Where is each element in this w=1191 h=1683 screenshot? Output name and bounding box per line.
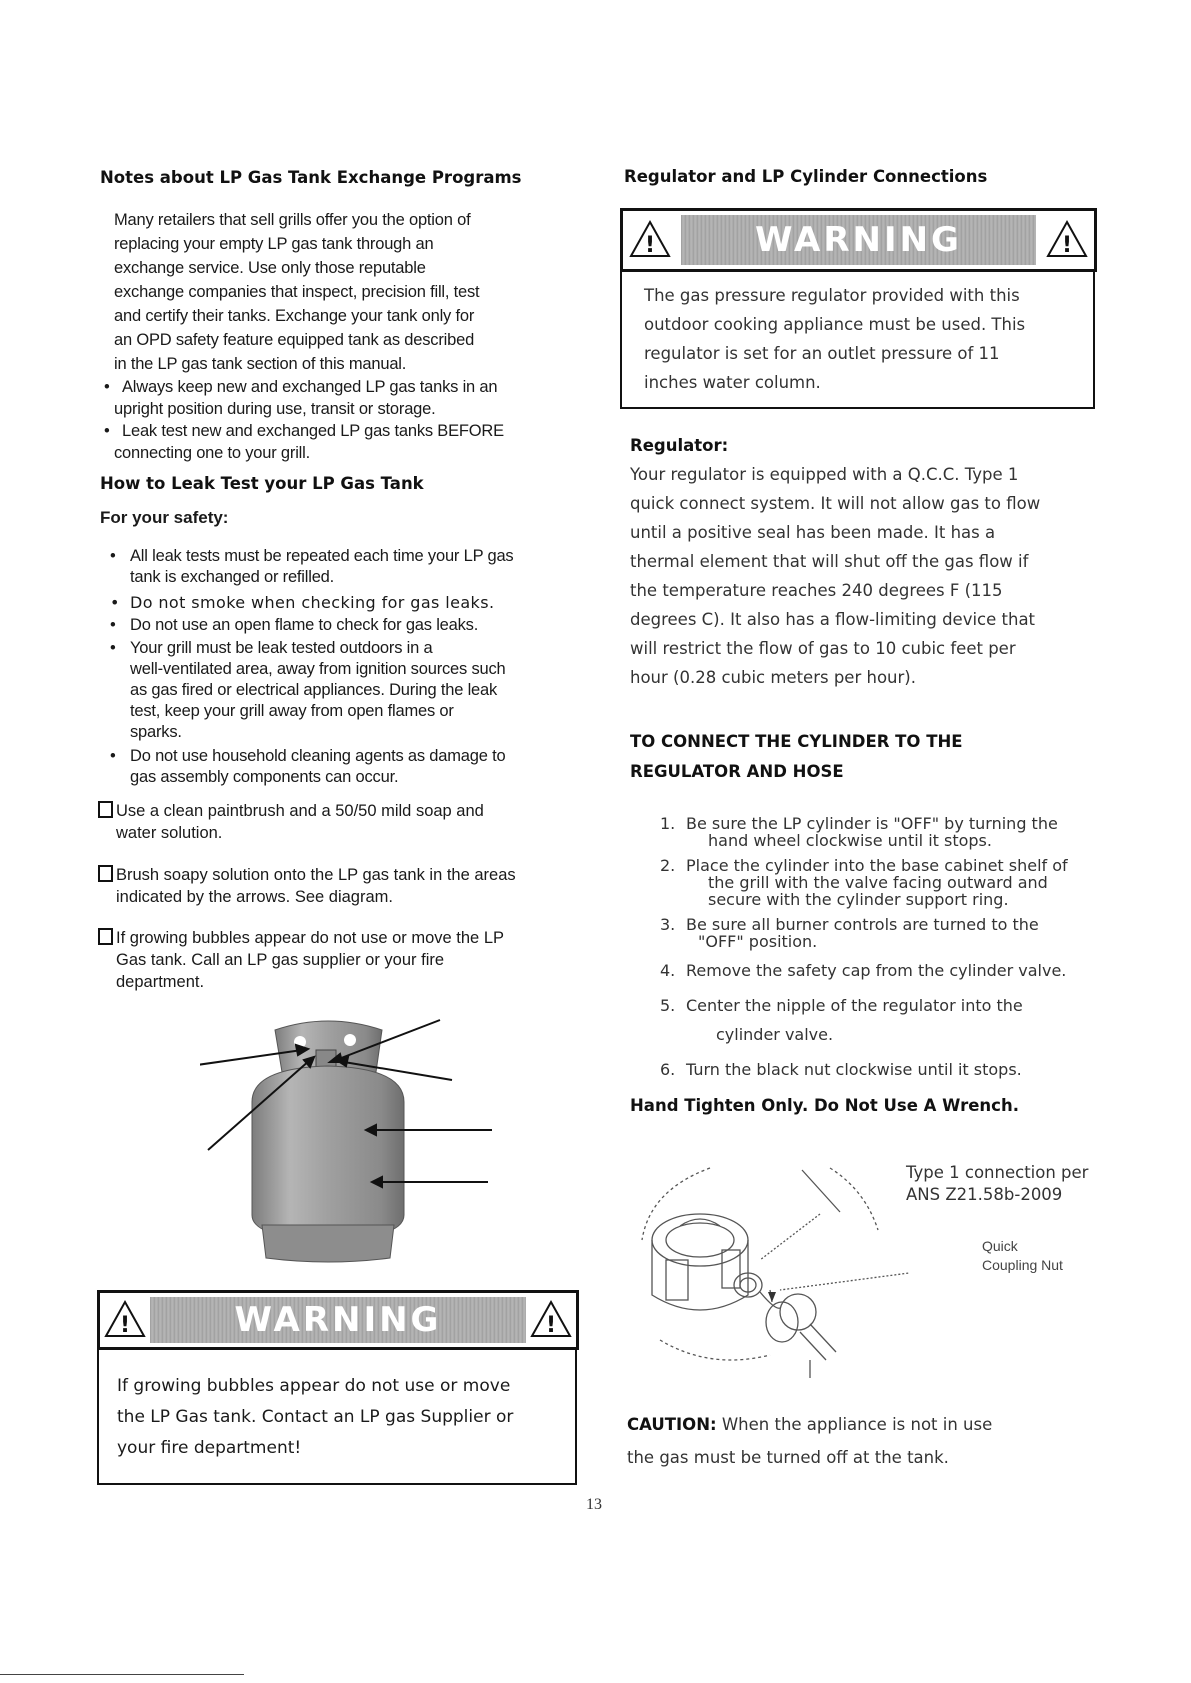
page-number: 13	[586, 1496, 602, 1513]
svg-text:!: !	[644, 233, 656, 258]
heading-connect-cylinder: TO CONNECT THE CYLINDER TO THE REGULATOR AND HOSE	[630, 732, 963, 781]
diagram-label-coupling-nut: Quick Coupling Nut	[982, 1238, 1063, 1273]
checklist-item: Use a clean paintbrush and a 50/50 mild soap and water solution.	[98, 800, 588, 844]
checkbox-icon	[98, 865, 113, 882]
list-item: • Do not smoke when checking for gas leaks.	[110, 593, 495, 612]
step-item: 6. Turn the black nut clockwise until it stops.	[660, 1060, 1022, 1079]
safety-bullets	[100, 546, 590, 788]
text-line: Many retailers that sell grills offer you the option of	[114, 211, 471, 229]
text-line: exchange service. Use only those reputable	[114, 259, 426, 277]
text-line: replacing your empty LP gas tank through an	[114, 235, 434, 253]
text-line: an OPD safety feature equipped tank as described	[114, 331, 475, 349]
list-item: • Leak test new and exchanged LP gas tanks BEFORE connecting one to your grill.	[104, 422, 504, 462]
list-item: • All leak tests must be repeated each time your LP gas tank is exchanged or refilled.	[110, 547, 514, 586]
scan-edge-line	[0, 1674, 244, 1675]
warning-triangle-icon	[629, 219, 671, 259]
heading-regulator: Regulator:	[630, 436, 729, 455]
checkbox-icon	[98, 928, 113, 945]
exchange-intro	[114, 208, 584, 376]
step-item: 5. Center the nipple of the regulator into the cylinder valve.	[660, 996, 1023, 1044]
connect-steps	[646, 815, 1106, 1078]
svg-text:!: !	[119, 1313, 131, 1338]
heading-leak-test: How to Leak Test your LP Gas Tank	[100, 474, 424, 493]
step-item: 2. Place the cylinder into the base cabinet shelf of the grill with the valve facing outward and secure with the cylinder support ring.	[660, 856, 1068, 909]
warning-title: WARNING	[234, 1300, 442, 1340]
regulator-connection-diagram	[630, 1160, 910, 1380]
diagram-label-type1: Type 1 connection per ANS Z21.58b-2009	[906, 1163, 1089, 1204]
checkbox-icon	[98, 801, 113, 818]
warning-text-box	[97, 1347, 577, 1485]
warning-text: If growing bubbles appear do not use or move the LP Gas tank. Contact an LP gas Supplier or your fire department!	[117, 1376, 514, 1458]
caution-label: CAUTION:	[627, 1415, 717, 1434]
warning-banner	[620, 208, 1097, 272]
warning-triangle-icon	[530, 1299, 572, 1339]
list-item: • Your grill must be leak tested outdoors in a well-ventilated area, away from ignition sources such as gas fired or electrical appliances. During the leak test, keep your grill away from open flames or sparks.	[110, 639, 506, 741]
warning-triangle-icon	[1046, 219, 1088, 259]
warning-text-box	[620, 269, 1095, 409]
list-item: • Do not use household cleaning agents as damage to gas assembly components can occur.	[110, 747, 506, 786]
lp-tank-illustration	[200, 1010, 520, 1270]
step-item: 1. Be sure the LP cylinder is "OFF" by turning the hand wheel clockwise until it stops.	[660, 814, 1058, 850]
heading-regulator-connections: Regulator and LP Cylinder Connections	[624, 167, 988, 186]
text-line: exchange companies that inspect, precision fill, test	[114, 283, 480, 301]
svg-text:!: !	[545, 1313, 557, 1338]
warning-banner	[97, 1290, 579, 1350]
subheading-safety: For your safety:	[100, 508, 229, 527]
heading-lp-tank-exchange: Notes about LP Gas Tank Exchange Programs	[100, 168, 522, 187]
hand-tighten-note: Hand Tighten Only. Do Not Use A Wrench.	[630, 1096, 1019, 1115]
checklist-item: Brush soapy solution onto the LP gas tank in the areas indicated by the arrows. See diagram.	[98, 864, 588, 908]
checklist-item: If growing bubbles appear do not use or move the LP Gas tank. Call an LP gas supplier or your fire department.	[98, 927, 588, 993]
regulator-description: Your regulator is equipped with a Q.C.C. Type 1 quick connect system. It will not allow gas to flow until a positive seal has been made. It has a thermal element that will shut off the gas flow if the temperature reaches 240 degrees F (115 degrees C). It also has a flow-limiting device that will restrict the flow of gas to 10 cubic feet per hour (0.28 cubic meters per hour).	[630, 465, 1041, 687]
step-item: 4. Remove the safety cap from the cylinder valve.	[660, 961, 1067, 980]
list-item: • Always keep new and exchanged LP gas tanks in an upright position during use, transit or storage.	[104, 378, 498, 418]
caution-note: CAUTION: When the appliance is not in use the gas must be turned off at the tank.	[627, 1415, 993, 1467]
warning-title: WARNING	[755, 220, 962, 260]
svg-text:!: !	[1061, 233, 1073, 258]
list-item: • Do not use an open flame to check for gas leaks.	[110, 616, 479, 634]
warning-triangle-icon	[104, 1299, 146, 1339]
exchange-bullets	[102, 376, 582, 464]
step-item: 3. Be sure all burner controls are turned to the "OFF" position.	[660, 915, 1039, 951]
text-line: in the LP gas tank section of this manual.	[114, 355, 407, 373]
text-line: and certify their tanks. Exchange your tank only for	[114, 307, 475, 325]
warning-text: The gas pressure regulator provided with this outdoor cooking appliance must be used. This regulator is set for an outlet pressure of 11 inches water column.	[644, 286, 1026, 392]
